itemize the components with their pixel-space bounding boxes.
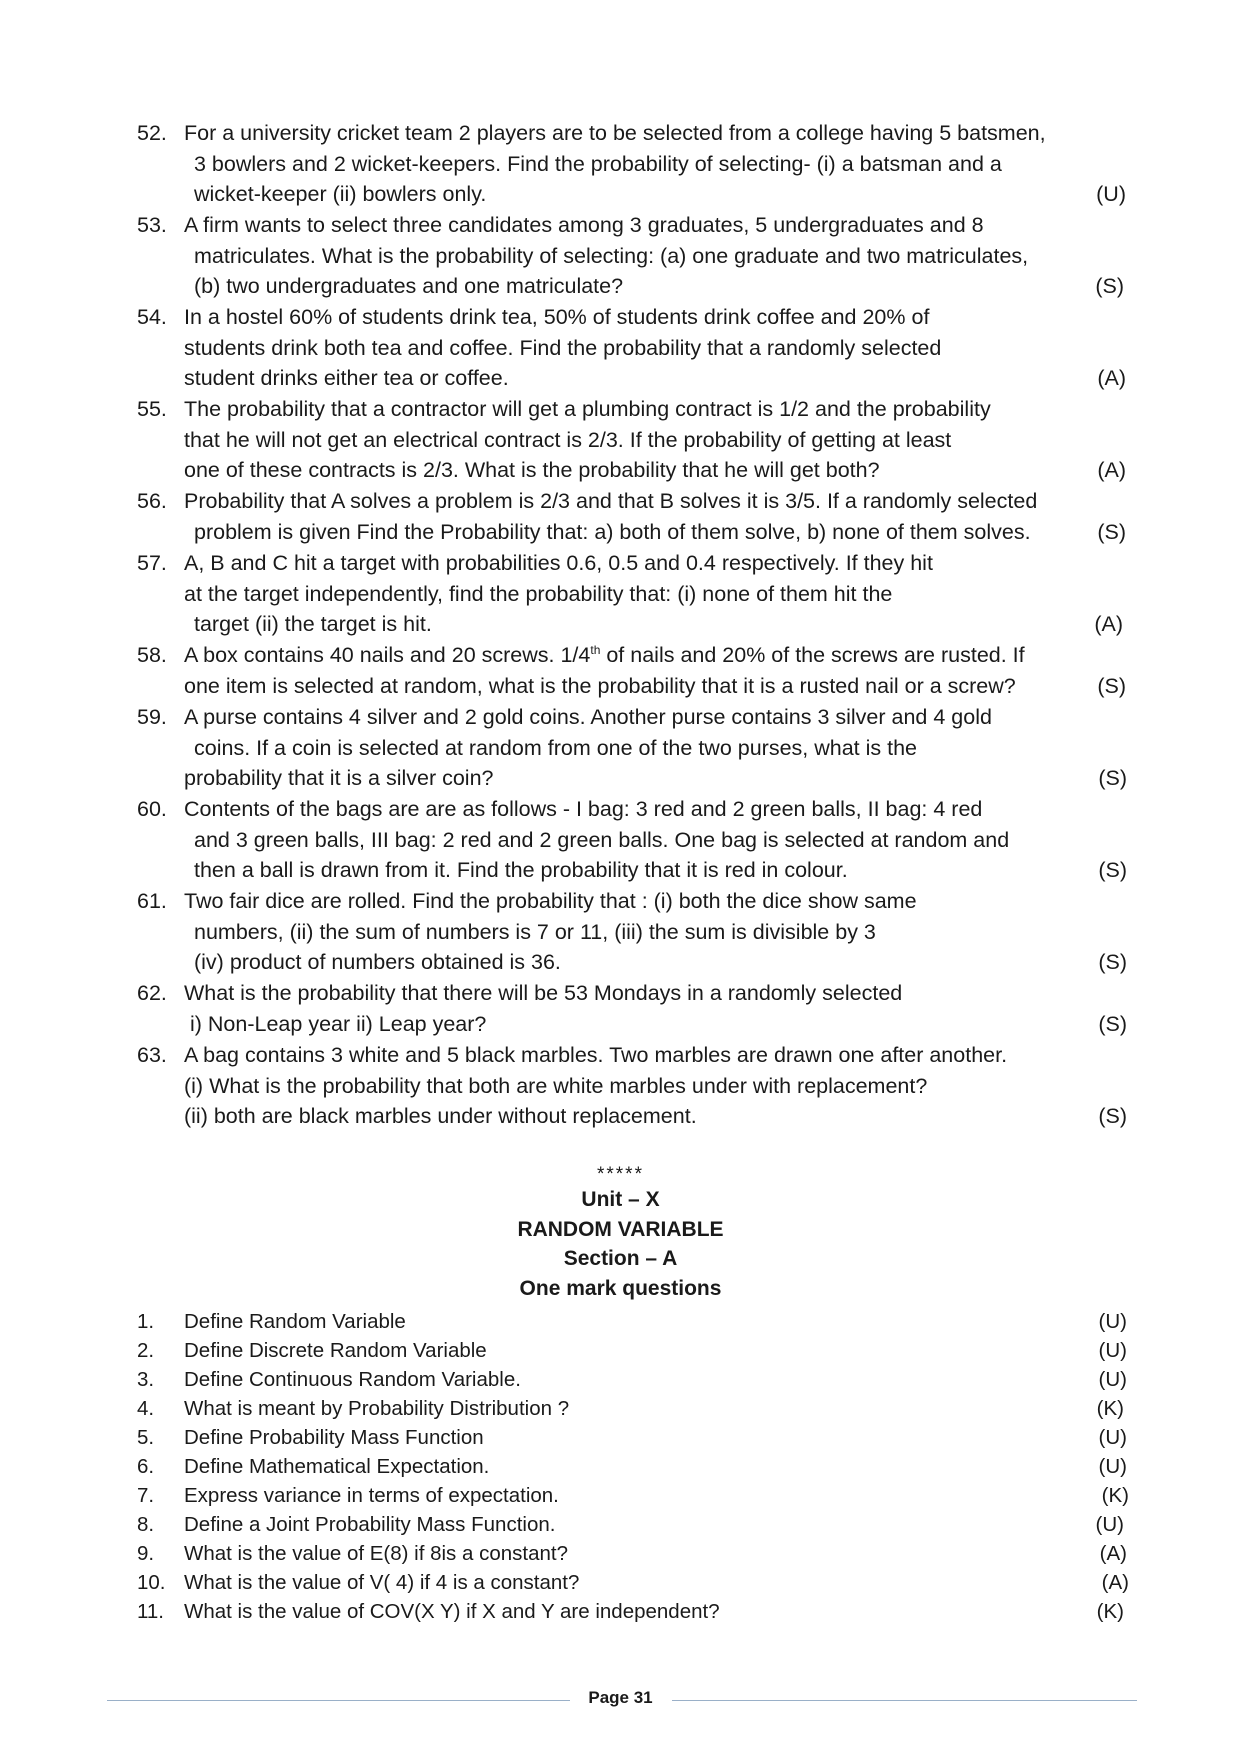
question-number: 52. — [137, 121, 167, 145]
question-number: 57. — [137, 551, 167, 575]
question-number: 61. — [137, 889, 167, 913]
cognitive-level-mark: (A) — [1099, 1542, 1127, 1565]
question-text-line: and 3 green balls, III bag: 2 red and 2 green balls. One bag is selected at random and — [194, 827, 1010, 852]
question-text-line: at the target independently, find the probability that: (i) none of them hit the — [184, 581, 893, 606]
question-text-line: Contents of the bags are are as follows - I bag: 3 red and 2 green balls, II bag: 4 red — [184, 797, 983, 821]
section-subtitle: One mark questions — [519, 1277, 722, 1300]
question-text-line: wicket-keeper (ii) bowlers only. — [194, 182, 487, 207]
question-number: 10. — [137, 1571, 166, 1594]
question-63 — [0, 1040, 1241, 1132]
question-text-line: target (ii) the target is hit. — [194, 612, 432, 637]
page-number: Page 31 — [588, 1688, 653, 1707]
cognitive-level-mark: (U) — [1095, 1513, 1124, 1536]
question-text-line: What is the probability that there will be 53 Mondays in a randomly selected — [184, 981, 903, 1005]
question-55 — [0, 394, 1241, 486]
question-text-line: one item is selected at random, what is the probability that it is a rusted nail or a screw? — [184, 673, 1016, 698]
question-text-line: (iv) product of numbers obtained is 36. — [194, 950, 561, 975]
cognitive-level-mark: (A) — [1097, 366, 1126, 391]
question-text-line: probability that it is a silver coin? — [184, 766, 494, 791]
question-text-line: A bag contains 3 white and 5 black marbles. Two marbles are drawn one after another. — [184, 1043, 1008, 1067]
question-number: 8. — [137, 1513, 155, 1536]
cognitive-level-mark: (S) — [1097, 673, 1126, 698]
question-text-line: matriculates. What is the probability of selecting: (a) one graduate and two matriculates, — [194, 243, 1029, 268]
one-mark-question — [0, 1336, 1241, 1365]
question-text-line: coins. If a coin is selected at random from one of the two purses, what is the — [194, 735, 918, 760]
question-number: 3. — [137, 1368, 155, 1391]
question-text-line: A purse contains 4 silver and 2 gold coins. Another purse contains 3 silver and 4 gold — [184, 705, 992, 729]
question-text-line: that he will not get an electrical contract is 2/3. If the probability of getting at least — [184, 427, 952, 452]
question-number: 60. — [137, 797, 167, 821]
question-number: 11. — [137, 1600, 164, 1623]
question-number: 62. — [137, 981, 167, 1005]
question-54 — [0, 302, 1241, 394]
question-52 — [0, 118, 1241, 210]
question-62 — [0, 978, 1241, 1039]
section-heading: Section – A — [563, 1247, 678, 1270]
question-text-line: (b) two undergraduates and one matriculate? — [194, 274, 624, 299]
question-61 — [0, 886, 1241, 978]
one-mark-question — [0, 1452, 1241, 1481]
question-number: 5. — [137, 1426, 155, 1449]
one-mark-question — [0, 1365, 1241, 1394]
question-number: 1. — [137, 1310, 155, 1333]
cognitive-level-mark: (S) — [1098, 858, 1127, 883]
question-text-line: students drink both tea and coffee. Find the probability that a randomly selected — [184, 335, 942, 360]
cognitive-level-mark: (A) — [1097, 458, 1126, 483]
cognitive-level-mark: (S) — [1098, 1104, 1127, 1129]
question-text-line: In a hostel 60% of students drink tea, 50% of students drink coffee and 20% of — [184, 305, 930, 329]
cognitive-level-mark: (S) — [1095, 274, 1124, 299]
question-text-line: (ii) both are black marbles under without replacement. — [184, 1104, 697, 1129]
cognitive-level-mark: (U) — [1098, 1339, 1127, 1362]
question-number: 55. — [137, 397, 167, 421]
one-mark-question — [0, 1423, 1241, 1452]
question-53 — [0, 210, 1241, 302]
question-number: 59. — [137, 705, 167, 729]
cognitive-level-mark: (K) — [1101, 1484, 1129, 1507]
question-text: What is the value of COV(X Y) if X and Y are independent? — [184, 1600, 720, 1623]
question-60 — [0, 794, 1241, 886]
unit-heading: Unit – X — [581, 1188, 660, 1211]
question-56 — [0, 486, 1241, 547]
unit-title: RANDOM VARIABLE — [517, 1218, 724, 1241]
question-number: 53. — [137, 213, 167, 237]
question-text: Express variance in terms of expectation. — [184, 1484, 559, 1507]
cognitive-level-mark: (S) — [1098, 766, 1127, 791]
question-number: 4. — [137, 1397, 155, 1420]
question-text: What is the value of E(8) if 8is a constant? — [184, 1542, 568, 1565]
question-number: 56. — [137, 489, 167, 513]
cognitive-level-mark: (S) — [1098, 1011, 1127, 1036]
superscript-th: th — [590, 642, 601, 657]
question-text: Define a Joint Probability Mass Function. — [184, 1513, 556, 1536]
one-mark-question — [0, 1597, 1241, 1626]
question-57 — [0, 548, 1241, 640]
question-text-line: problem is given Find the Probability that: a) both of them solve, b) none of them solves. — [194, 519, 1031, 544]
question-text: Define Mathematical Expectation. — [184, 1455, 490, 1478]
cognitive-level-mark: (U) — [1098, 1455, 1127, 1478]
question-text: Define Random Variable — [184, 1310, 406, 1333]
question-number: 2. — [137, 1339, 155, 1362]
question-text-line: The probability that a contractor will get a plumbing contract is 1/2 and the probability — [184, 397, 991, 421]
cognitive-level-mark: (K) — [1096, 1600, 1124, 1623]
question-text-line: Probability that A solves a problem is 2/3 and that B solves it is 3/5. If a randomly selected — [184, 489, 1038, 513]
cognitive-level-mark: (A) — [1101, 1571, 1129, 1594]
question-text: Define Continuous Random Variable. — [184, 1368, 521, 1391]
one-mark-question — [0, 1307, 1241, 1336]
cognitive-level-mark: (K) — [1096, 1397, 1124, 1420]
one-mark-question — [0, 1539, 1241, 1568]
question-text-line: A firm wants to select three candidates among 3 graduates, 5 undergraduates and 8 — [184, 213, 984, 237]
cognitive-level-mark: (U) — [1098, 1368, 1127, 1391]
question-number: 6. — [137, 1455, 155, 1478]
one-mark-question — [0, 1481, 1241, 1510]
cognitive-level-mark: (U) — [1096, 182, 1126, 207]
question-text-line: then a ball is drawn from it. Find the probability that it is red in colour. — [194, 858, 848, 883]
question-text-line: one of these contracts is 2/3. What is the probability that he will get both? — [184, 458, 880, 483]
question-text-line: A, B and C hit a target with probabilities 0.6, 0.5 and 0.4 respectively. If they hit — [184, 551, 933, 575]
question-text: Define Discrete Random Variable — [184, 1339, 487, 1362]
question-text: What is the value of V( 4) if 4 is a constant? — [184, 1571, 580, 1594]
question-number: 58. — [137, 643, 167, 667]
question-59 — [0, 702, 1241, 794]
question-number: 63. — [137, 1043, 167, 1067]
question-text-line: student drinks either tea or coffee. — [184, 366, 509, 391]
question-number: 54. — [137, 305, 167, 329]
one-mark-question — [0, 1510, 1241, 1539]
question-text-line: numbers, (ii) the sum of numbers is 7 or 11, (iii) the sum is divisible by 3 — [194, 919, 876, 944]
question-text-line: i) Non-Leap year ii) Leap year? — [190, 1011, 487, 1036]
question-text: What is meant by Probability Distribution ? — [184, 1397, 570, 1420]
section-separator: ***** — [597, 1164, 644, 1185]
question-text: Define Probability Mass Function — [184, 1426, 484, 1449]
footer-rule-right — [672, 1700, 1137, 1701]
question-text-line: A box contains 40 nails and 20 screws. 1/4th of nails and 20% of the screws are rusted. If — [184, 642, 1025, 667]
question-number: 9. — [137, 1542, 155, 1565]
question-text-line: 3 bowlers and 2 wicket-keepers. Find the probability of selecting- (i) a batsman and a — [194, 151, 1002, 176]
one-mark-question — [0, 1568, 1241, 1597]
cognitive-level-mark: (U) — [1098, 1426, 1127, 1449]
question-text-line: (i) What is the probability that both are white marbles under with replacement? — [184, 1073, 928, 1098]
cognitive-level-mark: (S) — [1098, 950, 1127, 975]
question-text-line: For a university cricket team 2 players are to be selected from a college having 5 batsmen, — [184, 121, 1046, 145]
one-mark-question — [0, 1394, 1241, 1423]
question-text-line: Two fair dice are rolled. Find the probability that : (i) both the dice show same — [184, 889, 917, 913]
cognitive-level-mark: (A) — [1094, 612, 1123, 637]
question-number: 7. — [137, 1484, 155, 1507]
cognitive-level-mark: (U) — [1098, 1310, 1127, 1333]
question-58 — [0, 640, 1241, 701]
cognitive-level-mark: (S) — [1097, 519, 1126, 544]
